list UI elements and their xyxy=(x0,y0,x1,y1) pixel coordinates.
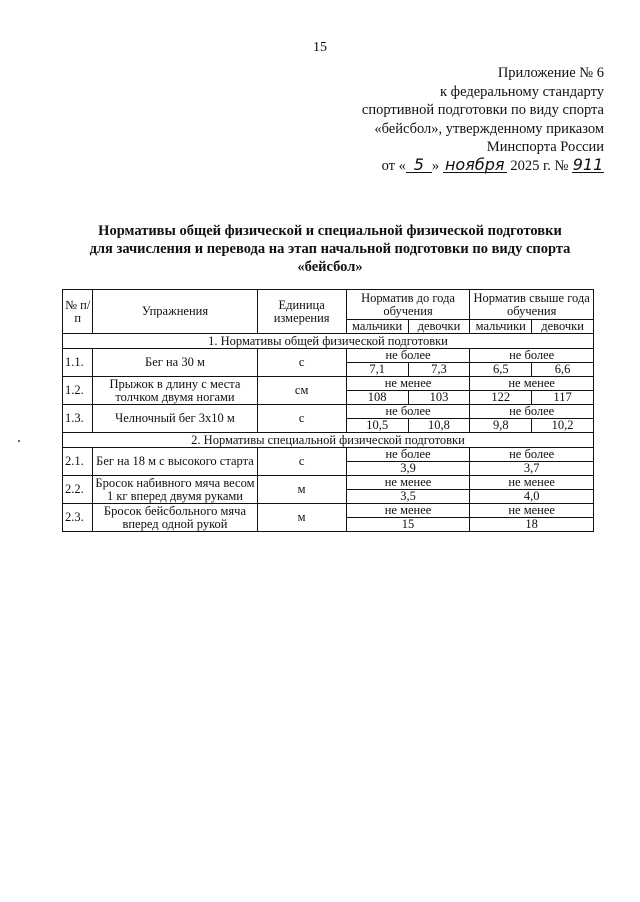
value-boys: 7,1 xyxy=(346,363,408,377)
row-unit: с xyxy=(257,349,346,377)
appendix-line: спортивной подготовки по виду спорта xyxy=(361,102,604,118)
row-num: 1.2. xyxy=(63,377,93,405)
value-girls: 10,8 xyxy=(408,419,470,433)
row-condition: не менее xyxy=(470,504,594,518)
table-row xyxy=(63,448,594,462)
date-prefix: от « xyxy=(381,157,406,174)
section-title: 2. Нормативы специальной физической подготовки xyxy=(63,433,594,448)
row-condition: не более xyxy=(470,349,594,363)
row-num: 1.1. xyxy=(63,349,93,377)
row-condition: не более xyxy=(346,349,470,363)
handwritten-day: 5 xyxy=(406,157,432,173)
row-exercise: Бег на 18 м с высокого старта xyxy=(93,448,257,476)
value-boys: 10,5 xyxy=(346,419,408,433)
document-title xyxy=(60,222,600,276)
row-exercise: Бросок набивного мяча весом 1 кг вперед двумя руками xyxy=(93,476,257,504)
row-exercise: Челночный бег 3х10 м xyxy=(93,405,257,433)
row-unit: с xyxy=(257,448,346,476)
header-boys: мальчики xyxy=(470,320,532,334)
section-row xyxy=(63,433,594,448)
value-girls: 6,6 xyxy=(532,363,594,377)
handwritten-order-number: 911 xyxy=(572,154,604,174)
row-unit: м xyxy=(257,476,346,504)
value-girls: 117 xyxy=(532,391,594,405)
value-boys: 6,5 xyxy=(470,363,532,377)
value-over-year: 18 xyxy=(470,518,594,532)
row-condition: не менее xyxy=(346,476,470,490)
row-unit: см xyxy=(257,377,346,405)
row-condition: не более xyxy=(470,405,594,419)
table-row xyxy=(63,476,594,490)
title-line: «бейсбол» xyxy=(297,259,363,275)
row-condition: не менее xyxy=(346,504,470,518)
scan-speck xyxy=(18,440,20,442)
value-girls: 103 xyxy=(408,391,470,405)
value-up-to-year: 3,5 xyxy=(346,490,470,504)
row-condition: не менее xyxy=(470,476,594,490)
row-num: 1.3. xyxy=(63,405,93,433)
appendix-line: «бейсбол», утвержденному приказом xyxy=(374,120,604,137)
table-row xyxy=(63,377,594,391)
section-title: 1. Нормативы общей физической подготовки xyxy=(63,334,594,349)
header-norm-up-to-year: Норматив до года обучения xyxy=(346,290,470,320)
row-unit: с xyxy=(257,405,346,433)
table-header-row xyxy=(63,290,594,320)
row-num: 2.2. xyxy=(63,476,93,504)
value-over-year: 3,7 xyxy=(470,462,594,476)
value-up-to-year: 15 xyxy=(346,518,470,532)
appendix-header xyxy=(304,64,604,175)
row-exercise: Прыжок в длину с места толчком двумя ногами xyxy=(93,377,257,405)
order-date-line xyxy=(304,154,604,176)
header-norm-over-year: Норматив свыше года обучения xyxy=(470,290,594,320)
value-boys: 108 xyxy=(346,391,408,405)
appendix-line: Минспорта России xyxy=(486,139,604,155)
handwritten-month: ноября xyxy=(443,157,507,173)
appendix-line: к федеральному стандарту xyxy=(440,83,604,100)
row-condition: не менее xyxy=(346,377,470,391)
date-mid: » xyxy=(431,157,440,174)
value-boys: 9,8 xyxy=(470,419,532,433)
header-exercise: Упражнения xyxy=(93,290,257,334)
row-condition: не менее xyxy=(470,377,594,391)
page-number: 15 xyxy=(313,40,327,55)
row-num: 2.1. xyxy=(63,448,93,476)
row-condition: не более xyxy=(346,448,470,462)
value-over-year: 4,0 xyxy=(470,490,594,504)
table-row xyxy=(63,349,594,363)
row-condition: не более xyxy=(346,405,470,419)
header-unit: Единица измерения xyxy=(257,290,346,334)
value-up-to-year: 3,9 xyxy=(346,462,470,476)
value-girls: 7,3 xyxy=(408,363,470,377)
row-exercise: Бег на 30 м xyxy=(93,349,257,377)
section-row xyxy=(63,334,594,349)
title-line: для зачисления и перевода на этап начальной подготовки по виду спорта xyxy=(89,241,571,257)
row-exercise: Бросок бейсбольного мяча вперед одной рукой xyxy=(93,504,257,532)
table-row xyxy=(63,405,594,419)
header-num: № п/п xyxy=(63,290,93,334)
value-boys: 122 xyxy=(470,391,532,405)
title-line: Нормативы общей физической и специальной физической подготовки xyxy=(98,223,562,239)
header-girls: девочки xyxy=(408,320,470,334)
row-condition: не более xyxy=(470,448,594,462)
row-num: 2.3. xyxy=(63,504,93,532)
header-girls: девочки xyxy=(532,320,594,334)
year-text: 2025 г. № xyxy=(510,157,569,174)
row-unit: м xyxy=(257,504,346,532)
value-girls: 10,2 xyxy=(532,419,594,433)
table-row xyxy=(63,504,594,518)
norms-table xyxy=(62,289,594,532)
header-boys: мальчики xyxy=(346,320,408,334)
appendix-title: Приложение № 6 xyxy=(497,65,604,81)
